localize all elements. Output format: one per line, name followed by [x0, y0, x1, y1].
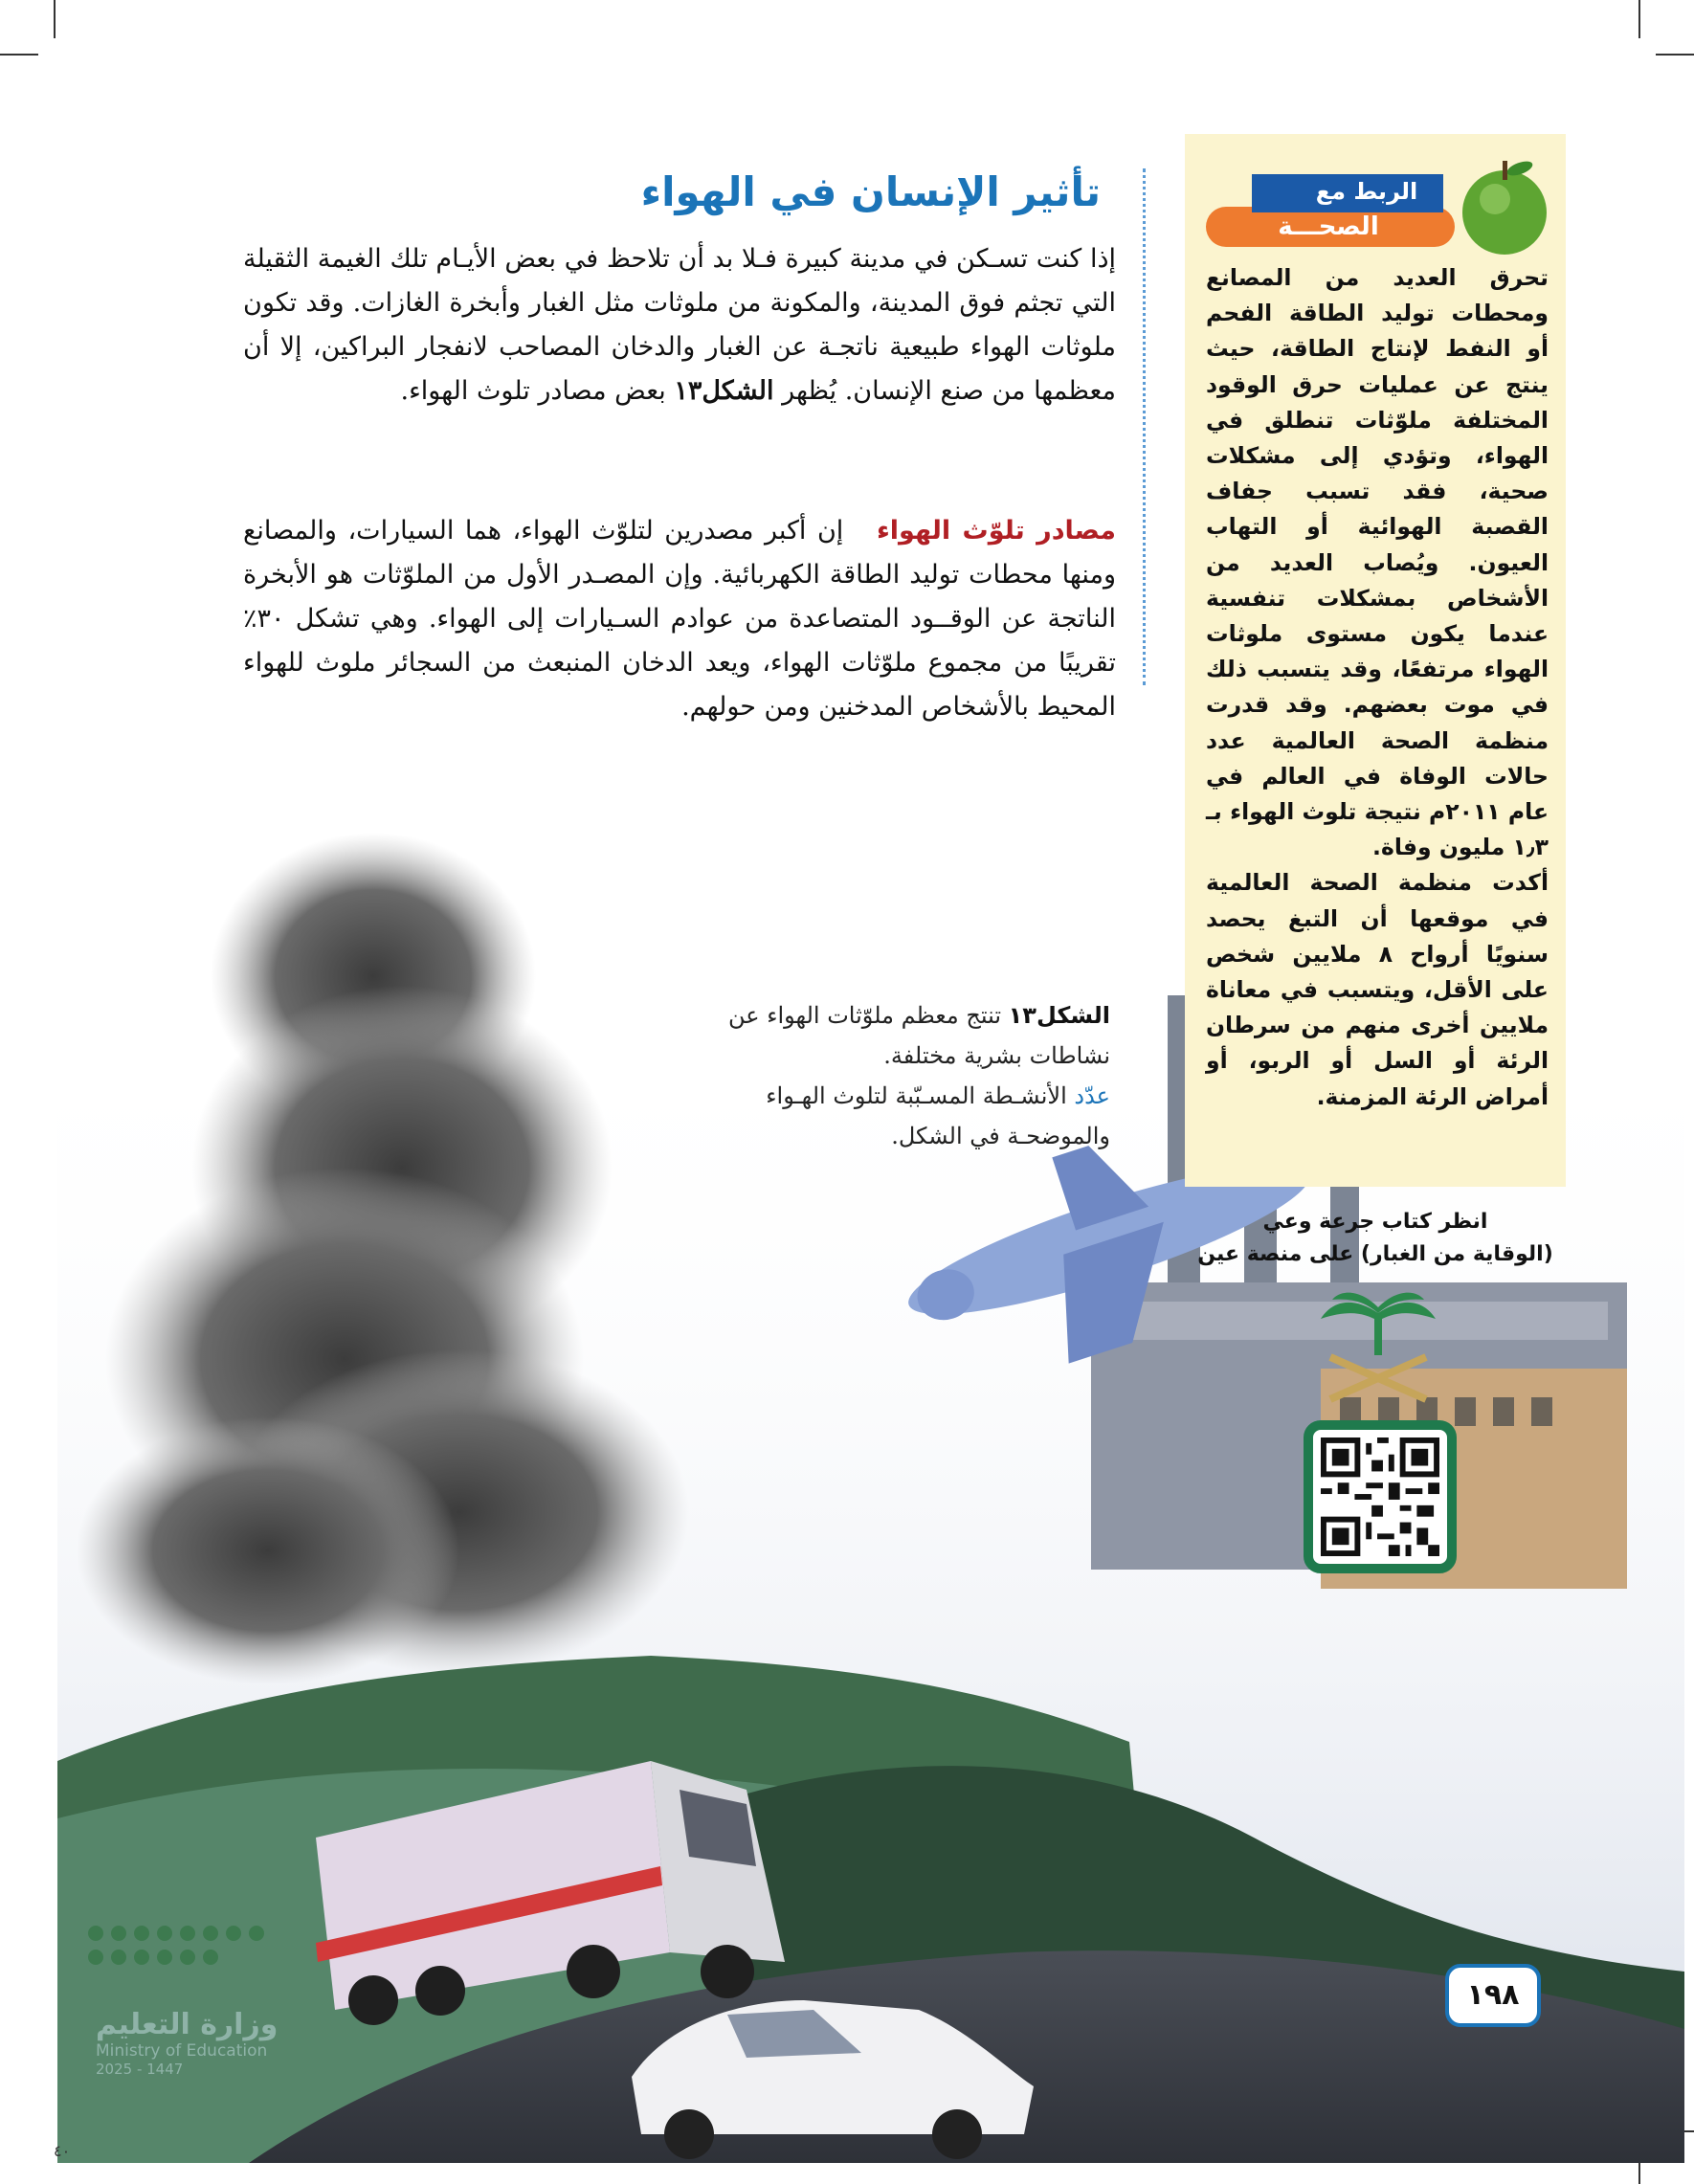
- figure-caption: [660, 995, 1110, 1156]
- ministry-year: 2025 - 1447: [96, 2061, 184, 2078]
- caption-question-word: عدّد: [1074, 1082, 1110, 1109]
- sidebar-paragraph: تحرق العديد من المصانع ومحطات توليد الطاقة الفحم أو النفط لإنتاج الطاقة، حيث ينتج عن عمليات حرق الوقود المختلفة ملوّثات تنطلق في الهواء، وتؤدي إلى مشكلات صحية، فقد تسبب جفاف القصبة الهوائية أو التهاب العيون. ويُصاب العديد من الأشخاص بمشكلات تنفسية عندما يكون مستوى ملوثات الهواء مرتفعًا، وقد يتسبب ذلك في موت بعضهم. وقد قدرت منظمة الصحة العالمية عدد حالات الوفاة في العالم في عام ٢٠١١م نتيجة تلوث الهواء بـ ١٫٣ مليون وفاة.: [1206, 264, 1549, 861]
- caption-text: تنتج معظم ملوّثات الهواء عن نشاطات بشرية مختلفة.: [727, 1002, 1110, 1069]
- crop-mark: [1656, 54, 1694, 56]
- sources-text: إن أكبر مصدرين لتلوّث الهواء، هما السيارات، والمصانع ومنها محطات توليد الطاقة الكهربائية. وإن المصـدر الأول من الملوّثات هو الأبخرة الناتجة عن الوقــود المتصاعدة من عوادم السـيارات إلى الهواء. وهي تشكل ٣٠٪ تقريبًا من مجموع ملوّثات الهواء، ويعد الدخان المنبعث من السجائر ملوث للهواء المحيط بالأشخاص المدخنين ومن حولهم.: [243, 516, 1116, 722]
- dotted-divider: [1143, 168, 1146, 685]
- intro-text: إذا كنت تسـكن في مدينة كبيرة فـلا بد أن تلاحظ في بعض الأيـام تلك الغيمة الثقيلة التي تجثم فوق المدينة، والمكونة من ملوثات مثل الغبار وأبخرة الغازات. وقد تكون ملوثات الهواء طبيعية ناتجـة عن الغبار والدخان المصاحب لانفجار البراكين، إلا أن معظمها من صنع الإنسان. يُظهر: [243, 244, 1116, 406]
- sidebar-paragraph: أكدت منظمة الصحة العالمية في موقعها أن التبغ يحصد سنويًا أرواح ٨ ملايين شخص على الأقل، ويتسبب في معاناة ملايين أخرى منهم من سرطان الرئة أو السل أو الربو، أو أمراض الرئة المزمنة.: [1206, 869, 1549, 1110]
- health-connection-sidebar: [1185, 134, 1566, 1187]
- figure-label: الشكل١٣: [1008, 1002, 1110, 1029]
- page-title: تأثير الإنسان في الهواء: [640, 168, 1101, 215]
- reference-note: [1185, 1206, 1566, 1271]
- qr-code[interactable]: [1304, 1420, 1457, 1573]
- margin-mark: ٤٠: [54, 2142, 71, 2160]
- intro-text-end: بعض مصادر تلوث الهواء.: [400, 376, 666, 406]
- intro-paragraph: [243, 237, 1116, 413]
- saudi-emblem-icon: [1311, 1284, 1445, 1409]
- reference-line: (الوقاية من الغبار) على منصة عين: [1197, 1242, 1553, 1266]
- figure-reference: الشكل١٣: [674, 376, 774, 406]
- apple-icon: [1453, 155, 1556, 258]
- ministry-name-en: Ministry of Education: [96, 2041, 268, 2061]
- crop-mark: [0, 54, 38, 56]
- page-number: ١٩٨: [1445, 1964, 1541, 2027]
- ministry-name-ar: وزارة التعليم: [96, 2008, 279, 2041]
- crop-mark: [1638, 0, 1640, 38]
- reference-line: انظر كتاب جرعة وعي: [1262, 1210, 1488, 1234]
- sidebar-tab-bottom-label: الصحـــة: [1278, 212, 1379, 241]
- sidebar-header: [1185, 147, 1566, 262]
- sidebar-tab-top-label: الربط مع: [1315, 178, 1418, 205]
- crop-mark: [54, 0, 56, 38]
- qr-icon: [1321, 1437, 1439, 1556]
- sidebar-text: [1206, 260, 1549, 1115]
- ministry-logo: [96, 2008, 345, 2078]
- sources-paragraph: [243, 509, 1116, 729]
- sources-heading: مصادر تلوّث الهواء: [876, 516, 1117, 546]
- caption-question: الأنشـطة المسـبّبة لتلوث الهـواء والموضحـة في الشكل.: [766, 1082, 1110, 1149]
